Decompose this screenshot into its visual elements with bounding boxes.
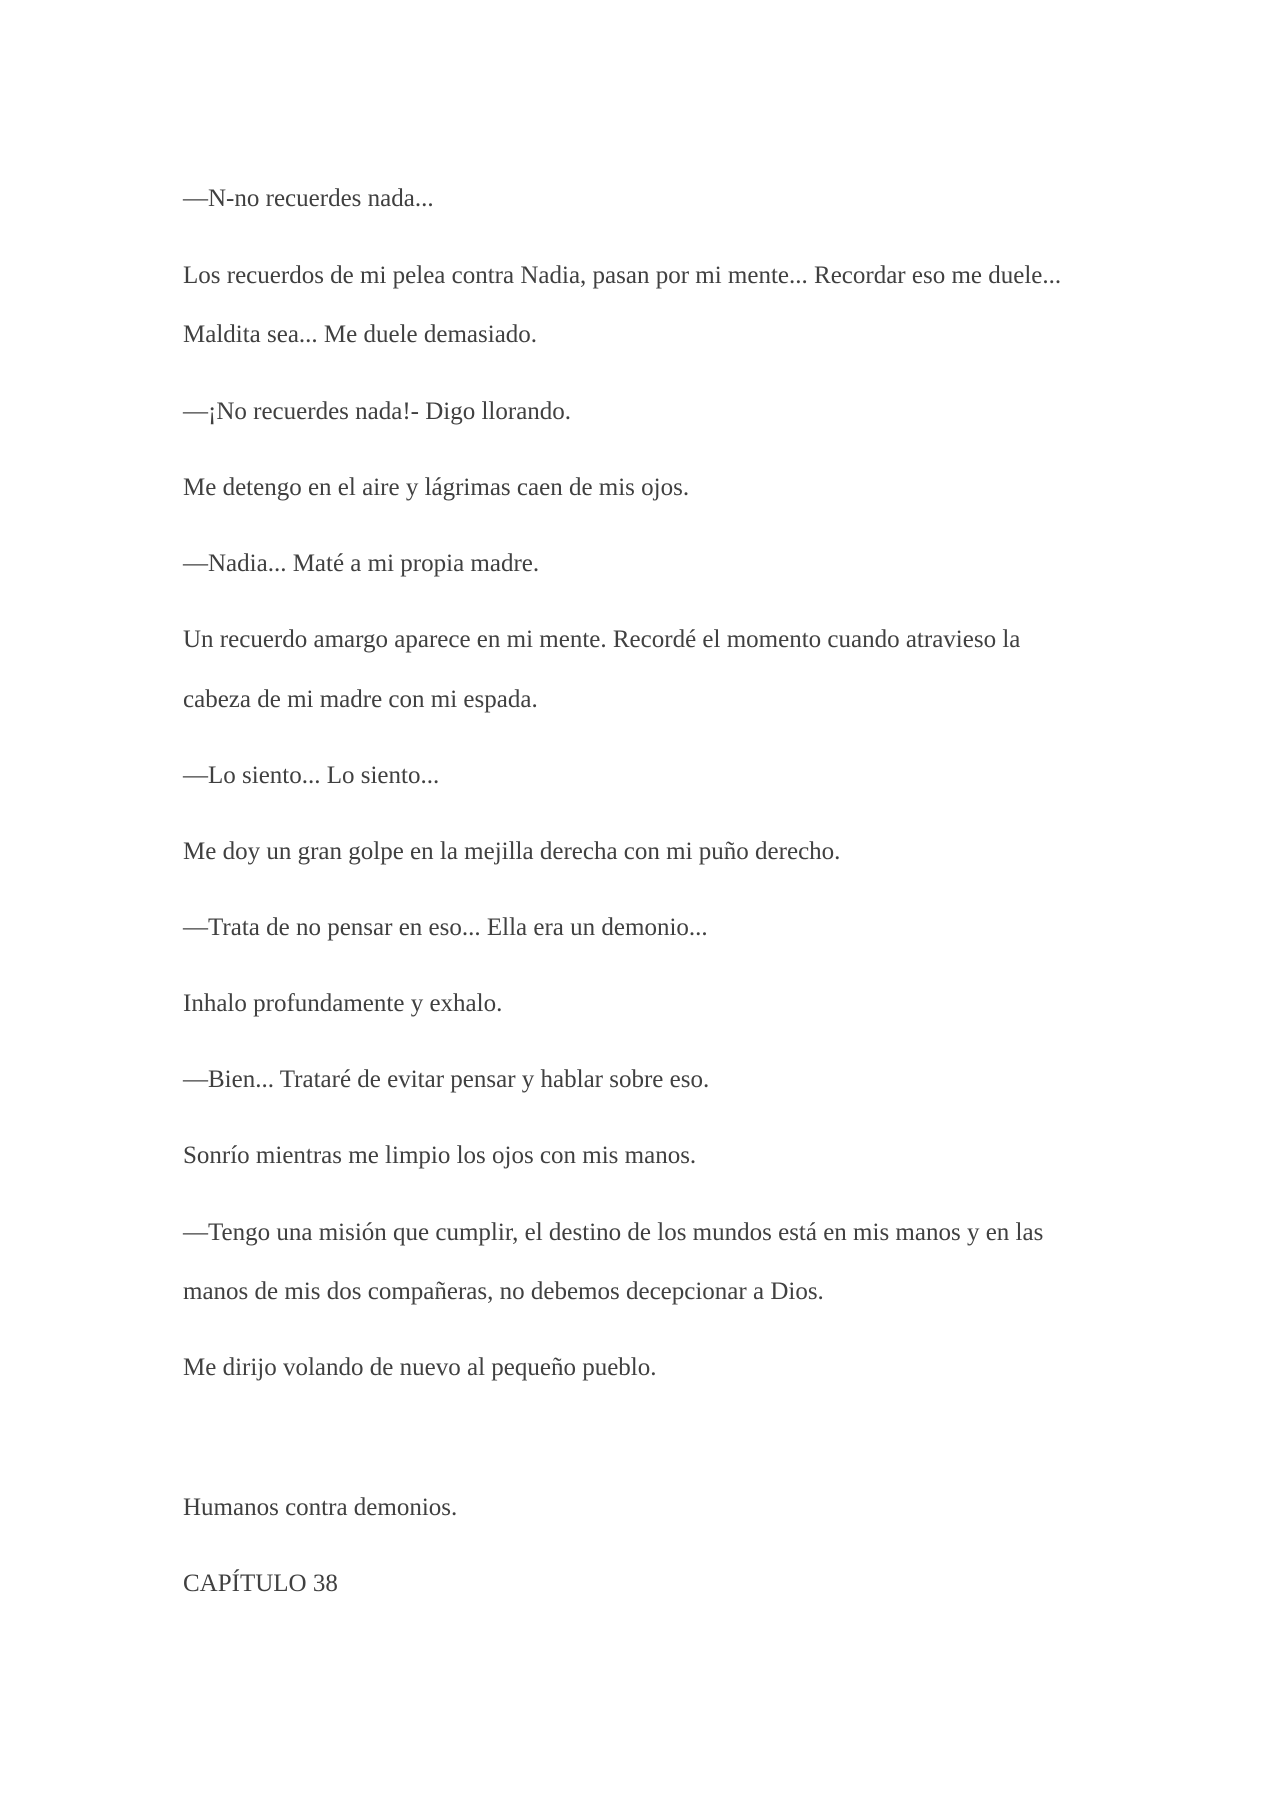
dialogue-line: —Tengo una misión que cumplir, el destino de los mundos está en mis manos y en las <box>183 1219 1044 1246</box>
dialogue-line: —Nadia... Maté a mi propia madre. <box>183 550 540 577</box>
book-title: Humanos contra demonios. <box>183 1494 458 1521</box>
paragraph-line: Sonrío mientras me limpio los ojos con mis manos. <box>183 1142 697 1169</box>
dialogue-line: —N-no recuerdes nada... <box>183 185 434 212</box>
dialogue-line: —¡No recuerdes nada!- Digo llorando. <box>183 398 572 425</box>
paragraph-line: Me doy un gran golpe en la mejilla derecha con mi puño derecho. <box>183 838 841 865</box>
dialogue-line: manos de mis dos compañeras, no debemos decepcionar a Dios. <box>183 1278 824 1305</box>
paragraph-line: Me detengo en el aire y lágrimas caen de mis ojos. <box>183 474 690 501</box>
paragraph-line: Un recuerdo amargo aparece en mi mente. Recordé el momento cuando atravieso la <box>183 626 1021 653</box>
chapter-heading: CAPÍTULO 38 <box>183 1570 338 1597</box>
paragraph-line: cabeza de mi madre con mi espada. <box>183 686 538 713</box>
dialogue-line: —Bien... Trataré de evitar pensar y hablar sobre eso. <box>183 1066 710 1093</box>
dialogue-line: —Lo siento... Lo siento... <box>183 762 440 789</box>
paragraph-line: Me dirijo volando de nuevo al pequeño pueblo. <box>183 1354 657 1381</box>
paragraph-line: Maldita sea... Me duele demasiado. <box>183 321 538 348</box>
paragraph-line: Inhalo profundamente y exhalo. <box>183 990 503 1017</box>
paragraph-line: Los recuerdos de mi pelea contra Nadia, pasan por mi mente... Recordar eso me duele... <box>183 262 1062 289</box>
dialogue-line: —Trata de no pensar en eso... Ella era un demonio... <box>183 914 708 941</box>
